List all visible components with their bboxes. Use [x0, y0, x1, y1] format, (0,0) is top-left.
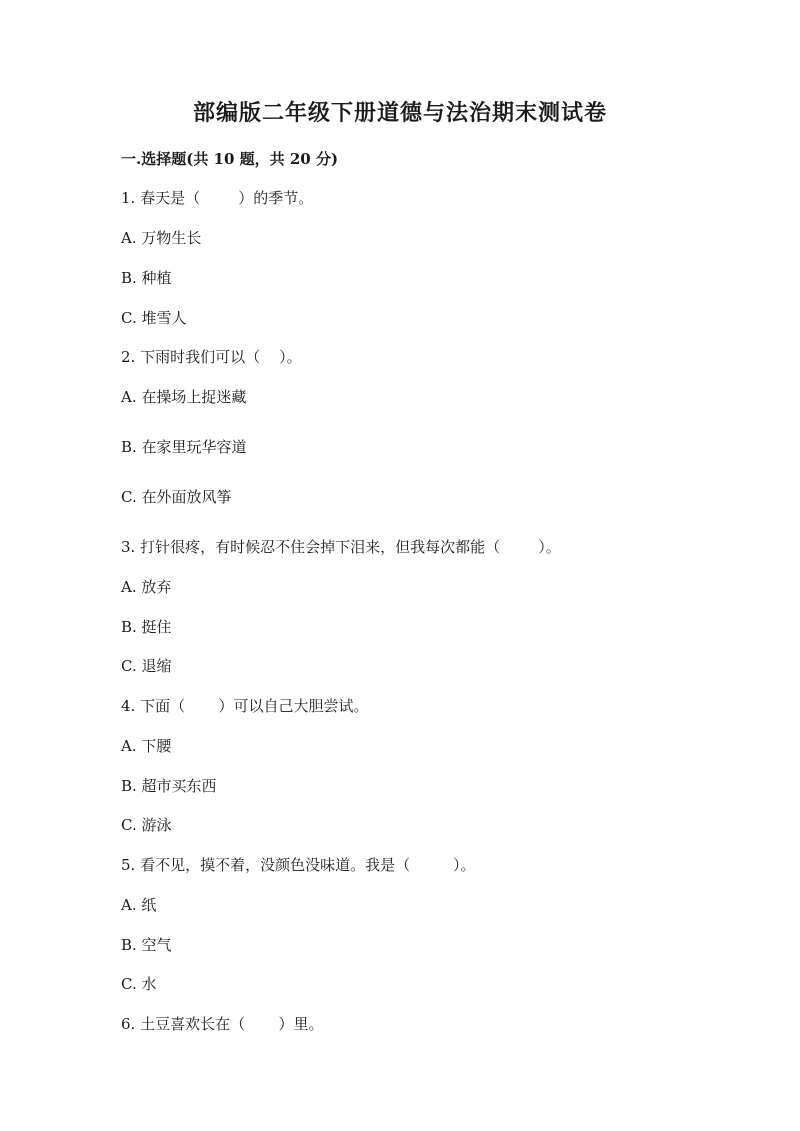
- question-option: A. 万物生长: [121, 229, 202, 247]
- question-option: C. 游泳: [121, 816, 172, 834]
- question-option: B. 在家里玩华容道: [121, 438, 247, 456]
- question-option: C. 水: [121, 975, 157, 993]
- question-option: A. 纸: [121, 896, 157, 914]
- question-option: C. 退缩: [121, 657, 172, 675]
- question-option: A. 在操场上捉迷藏: [121, 388, 247, 406]
- question-stem: 2. 下雨时我们可以（ ）。: [121, 348, 302, 366]
- question-option: C. 堆雪人: [121, 309, 187, 327]
- question-stem: 4. 下面（ ）可以自己大胆尝试。: [121, 697, 369, 715]
- question-stem: 5. 看不见，摸不着，没颜色没味道。我是（ ）。: [121, 856, 476, 874]
- page-title: 部编版二年级下册道德与法治期末测试卷: [192, 100, 607, 126]
- question-option: A. 放弃: [121, 578, 172, 596]
- question-option: B. 挺住: [121, 618, 172, 636]
- question-option: A. 下腰: [121, 737, 172, 755]
- section-heading: 一.选择题(共 10 题，共 20 分): [121, 150, 339, 168]
- question-option: B. 超市买东西: [121, 777, 217, 795]
- question-stem: 3. 打针很疼，有时候忍不住会掉下泪来，但我每次都能（ ）。: [121, 538, 561, 556]
- question-option: C. 在外面放风筝: [121, 488, 232, 506]
- question-stem: 6. 土豆喜欢长在（ ）里。: [121, 1015, 324, 1033]
- question-stem: 1. 春天是（ ）的季节。: [121, 189, 314, 207]
- question-option: B. 空气: [121, 936, 172, 954]
- question-option: B. 种植: [121, 269, 172, 287]
